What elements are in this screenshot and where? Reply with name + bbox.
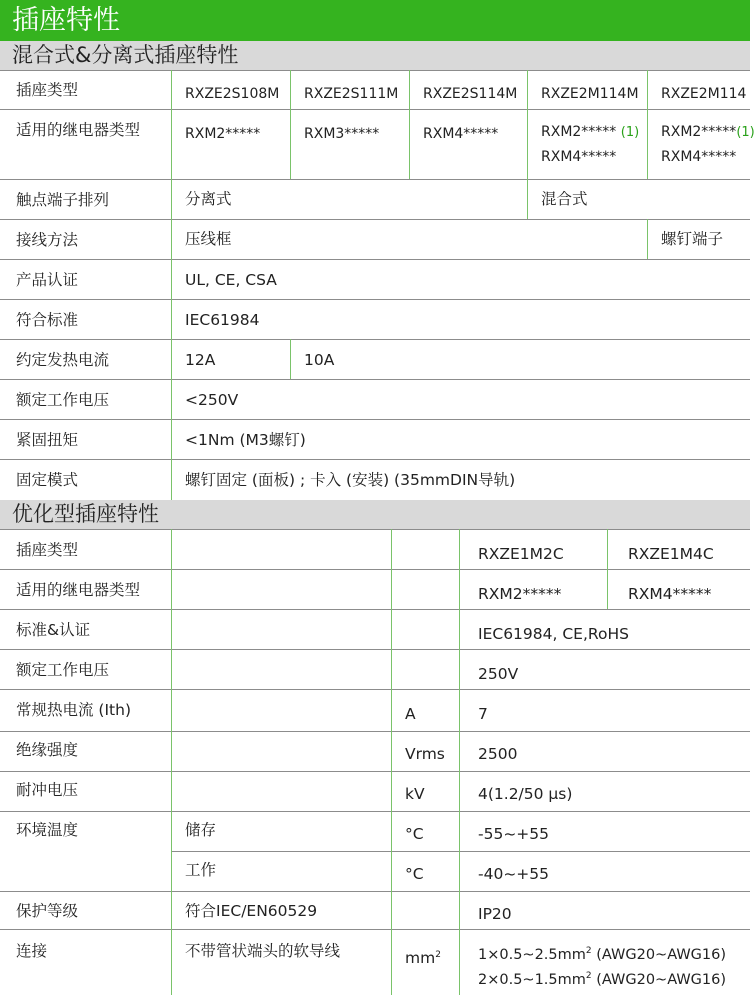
divider	[0, 609, 750, 610]
divider	[0, 891, 750, 892]
thermal-current-value: 10A	[304, 351, 335, 369]
row-label-connection: 连接	[16, 942, 48, 960]
row-label-impulse-voltage: 耐冲电压	[16, 781, 79, 799]
section-heading-mixed-separate: 混合式&分离式插座特性	[0, 41, 750, 70]
divider	[0, 219, 750, 220]
unit-cell: kV	[405, 785, 425, 803]
impulse-value: 4(1.2/50 µs)	[478, 785, 573, 803]
rated-voltage-value: 250V	[478, 665, 519, 683]
divider	[0, 529, 750, 530]
relay-cell: RXM2*****	[185, 126, 261, 142]
superscript: 2	[585, 946, 592, 956]
connection-description: 不带管状端头的软导线	[185, 942, 341, 960]
connection-line: 1×0.5~2.5mm	[478, 946, 586, 963]
divider	[171, 851, 750, 852]
protection-standard: 符合IEC/EN60529	[185, 902, 318, 920]
thermal-current-value: 7	[478, 705, 488, 723]
unit-cell: °C	[405, 865, 424, 883]
row-label-socket-type: 插座类型	[16, 541, 79, 559]
wiring-box-clamp: 压线框	[185, 230, 232, 248]
divider	[0, 459, 750, 460]
relay-cell	[527, 120, 639, 169]
relay-cell: RXM4*****	[423, 126, 499, 142]
row-label-certification: 产品认证	[16, 271, 79, 289]
socket-type-cell: RXZE2S114M	[423, 86, 518, 102]
mounting-value: 螺钉固定 (面板) ; 卡入 (安装) (35mmDIN导轨)	[185, 471, 516, 489]
row-label-temperature: 环境温度	[16, 821, 79, 839]
storage-temp-value: -55~+55	[478, 825, 550, 843]
unit-text: mm	[405, 949, 436, 968]
divider	[0, 259, 750, 260]
rated-voltage-value: <250V	[185, 391, 239, 409]
column-divider	[607, 529, 608, 609]
relay-cell: RXM2*****	[478, 585, 562, 603]
standard-value: IEC61984, CE,RoHS	[478, 625, 629, 643]
unit-cell: A	[405, 705, 416, 723]
connection-value	[464, 941, 726, 991]
relay-cell	[647, 120, 755, 169]
operating-label: 工作	[185, 861, 217, 879]
protection-value: IP20	[478, 905, 512, 923]
relay-value: RXM2*****	[541, 124, 617, 140]
row-label-standard: 符合标准	[16, 311, 79, 329]
divider	[0, 339, 750, 340]
section-heading-optimized: 优化型插座特性	[0, 500, 750, 529]
row-label-standard: 标准&认证	[16, 621, 91, 639]
standard-value: IEC61984	[185, 311, 260, 329]
thermal-current-value: 12A	[185, 351, 216, 369]
divider	[0, 419, 750, 420]
socket-type-cell: RXZE2M114	[661, 86, 747, 102]
row-label-rated-voltage: 额定工作电压	[16, 661, 110, 679]
unit-cell: °C	[405, 825, 424, 843]
socket-type-cell: RXZE2S111M	[304, 86, 399, 102]
divider	[0, 379, 750, 380]
column-divider	[459, 529, 460, 995]
connection-line-tail: (AWG20~AWG16)	[591, 946, 727, 963]
divider	[0, 299, 750, 300]
row-label-protection: 保护等级	[16, 902, 79, 920]
row-label-rated-voltage: 额定工作电压	[16, 391, 110, 409]
insulation-value: 2500	[478, 745, 518, 763]
footnote-marker: (1)	[736, 125, 755, 140]
relay-value: RXM4*****	[661, 149, 737, 165]
torque-value: <1Nm (M3螺钉)	[185, 431, 306, 449]
divider	[0, 179, 750, 180]
divider	[0, 929, 750, 930]
wiring-screw-terminal: 螺钉端子	[661, 230, 724, 248]
relay-cell: RXM4*****	[628, 585, 712, 603]
row-label-mounting: 固定模式	[16, 471, 79, 489]
row-label-relay-type: 适用的继电器类型	[16, 581, 141, 599]
divider	[0, 569, 750, 570]
socket-type-cell: RXZE2S108M	[185, 86, 280, 102]
row-label-relay-type: 适用的继电器类型	[16, 121, 141, 139]
socket-type-cell: RXZE2M114M	[541, 86, 639, 102]
connection-line-tail: (AWG20~AWG16)	[591, 971, 727, 988]
row-label-thermal-current: 常规热电流 (Ith)	[16, 701, 131, 719]
divider	[0, 649, 750, 650]
storage-label: 储存	[185, 821, 217, 839]
unit-superscript: 2	[435, 950, 441, 960]
row-label-torque: 紧固扭矩	[16, 431, 79, 449]
divider	[0, 109, 750, 110]
row-label-thermal-current: 约定发热电流	[16, 351, 110, 369]
certification-value: UL, CE, CSA	[185, 271, 277, 289]
column-divider	[171, 529, 172, 995]
relay-cell: RXM3*****	[304, 126, 380, 142]
terminal-separate: 分离式	[185, 190, 232, 208]
unit-cell	[391, 943, 441, 970]
row-label-terminal-arrangement: 触点端子排列	[16, 191, 110, 209]
superscript: 2	[585, 970, 592, 981]
connection-line: 2×0.5~1.5mm	[478, 971, 586, 988]
relay-value: RXM4*****	[541, 149, 617, 165]
socket-type-cell: RXZE1M2C	[478, 545, 564, 563]
row-label-wiring: 接线方法	[16, 231, 79, 249]
unit-cell: Vrms	[405, 745, 445, 763]
divider	[0, 70, 750, 71]
divider	[0, 689, 750, 690]
divider	[0, 811, 750, 812]
row-label-insulation: 绝缘强度	[16, 741, 79, 759]
divider	[0, 771, 750, 772]
socket-type-cell: RXZE1M4C	[628, 545, 714, 563]
operating-temp-value: -40~+55	[478, 865, 550, 883]
row-label-socket-type: 插座类型	[16, 81, 79, 99]
page-title: 插座特性	[0, 0, 750, 41]
footnote-marker: (1)	[620, 125, 640, 140]
terminal-mixed: 混合式	[541, 190, 588, 208]
relay-value: RXM2*****	[661, 124, 737, 140]
divider	[0, 731, 750, 732]
